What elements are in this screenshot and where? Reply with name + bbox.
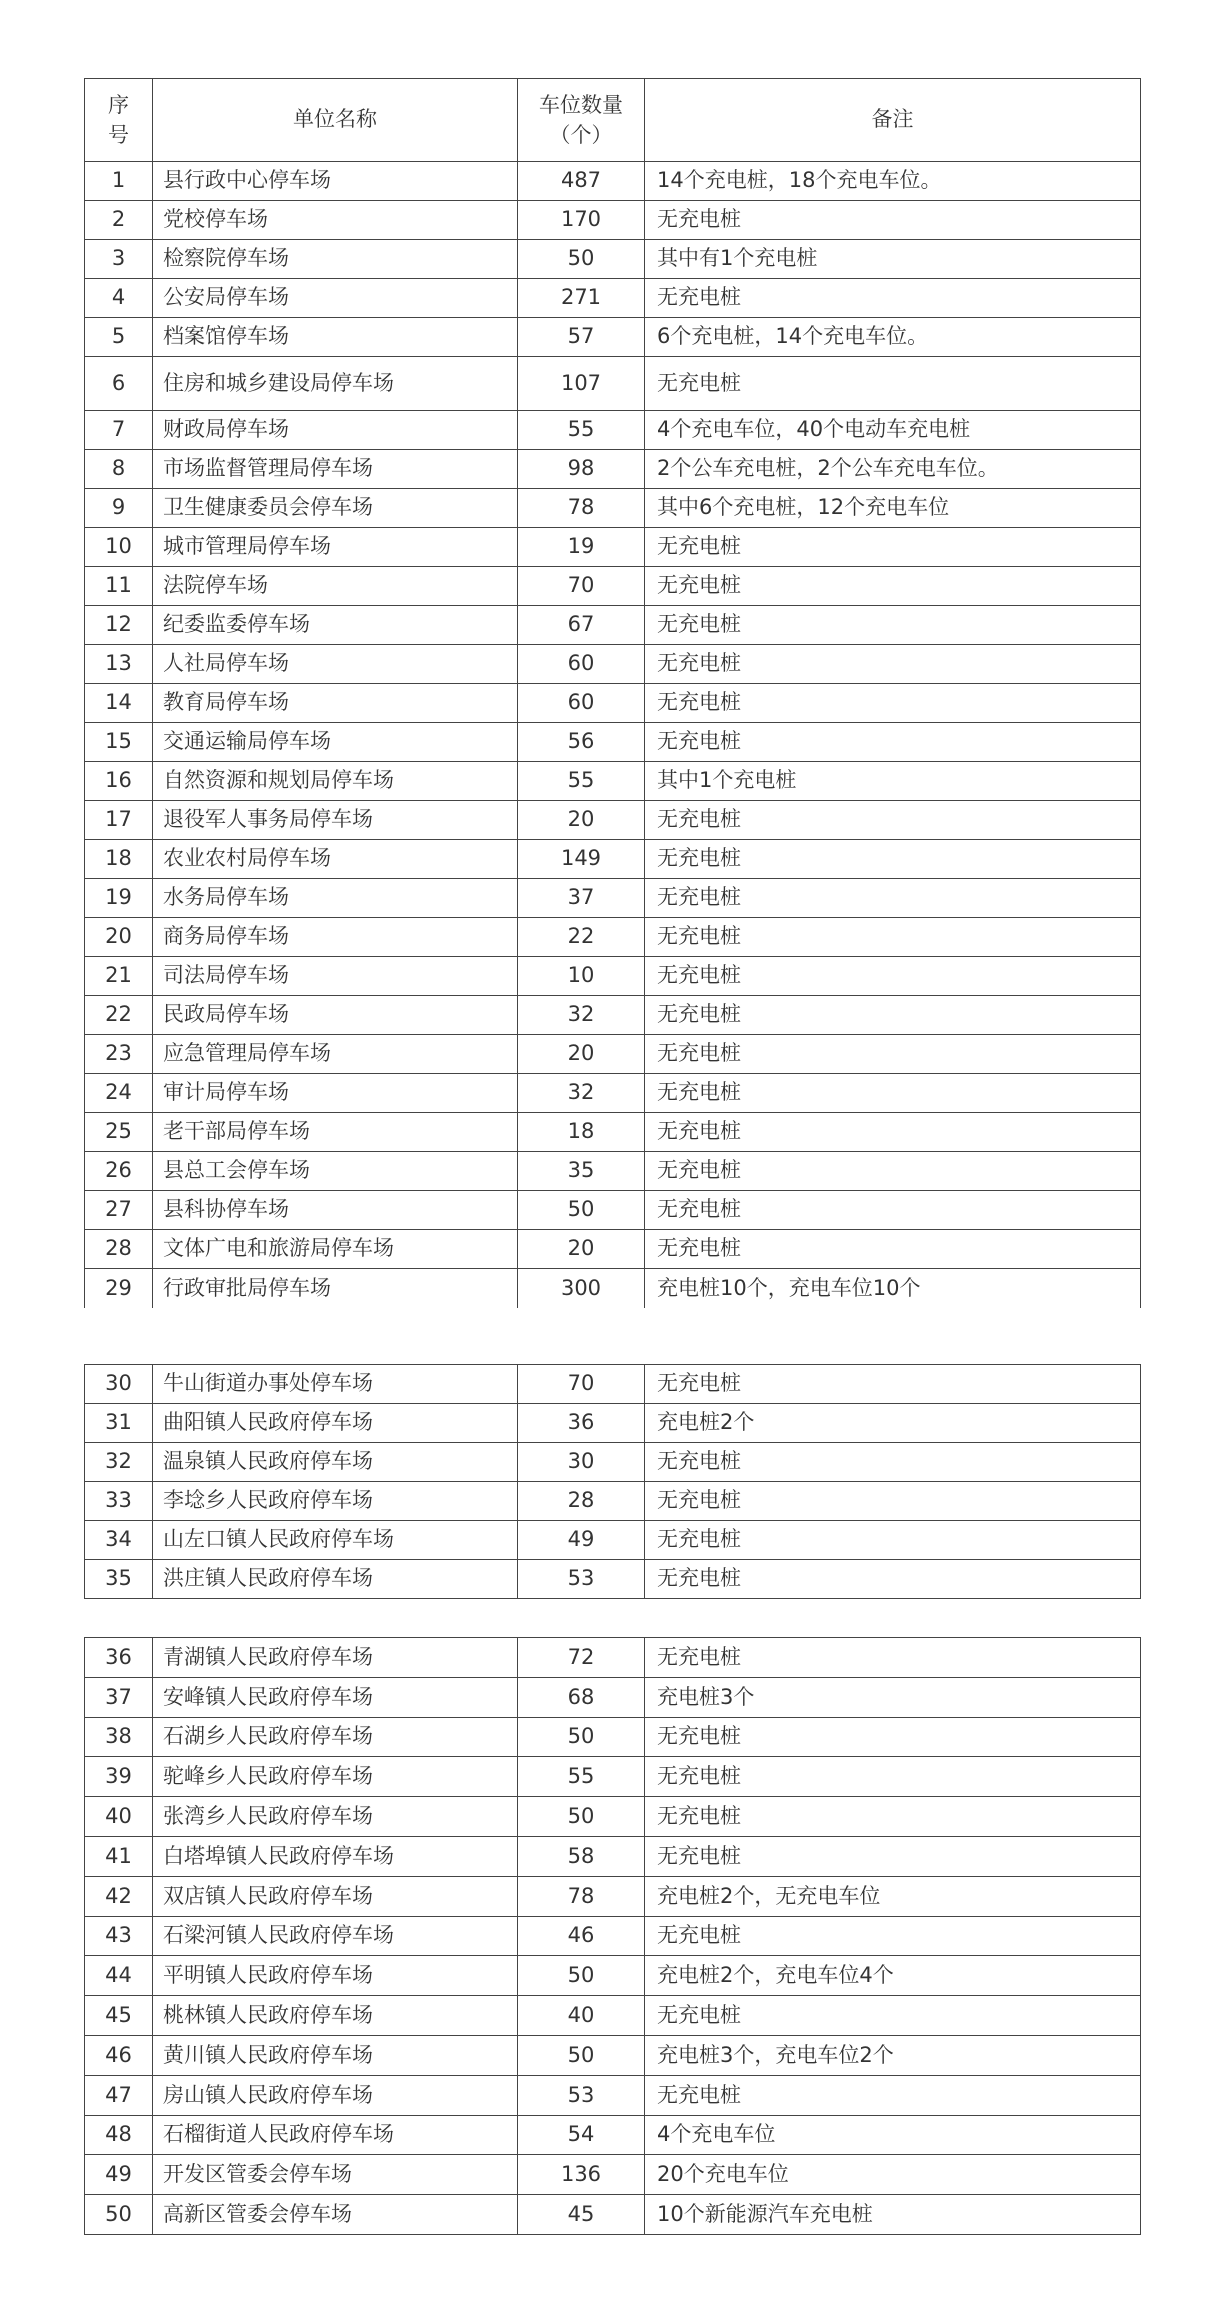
- row-remarks: 无充电桩: [645, 1836, 1141, 1876]
- row-remarks: 充电桩2个: [645, 1404, 1141, 1443]
- row-space-count: 53: [518, 1560, 645, 1599]
- row-index: 7: [85, 411, 153, 450]
- row-remarks: 无充电桩: [645, 1035, 1141, 1074]
- row-space-count: 72: [518, 1638, 645, 1678]
- row-unit-name: 石榴街道人民政府停车场: [153, 2115, 518, 2155]
- table-row: [85, 1996, 1141, 2036]
- row-index: 12: [85, 606, 153, 645]
- table-row: [85, 1521, 1141, 1560]
- table-row: [85, 1797, 1141, 1837]
- table-row: [85, 645, 1141, 684]
- row-index: 38: [85, 1717, 153, 1757]
- row-index: 11: [85, 567, 153, 606]
- row-index: 42: [85, 1876, 153, 1916]
- row-index: 27: [85, 1191, 153, 1230]
- table-row: [85, 1230, 1141, 1269]
- row-unit-name: 黄川镇人民政府停车场: [153, 2035, 518, 2075]
- row-space-count: 19: [518, 528, 645, 567]
- table-row: [85, 1113, 1141, 1152]
- row-space-count: 98: [518, 450, 645, 489]
- header-index: [85, 79, 153, 162]
- row-index: 2: [85, 201, 153, 240]
- row-unit-name: 白塔埠镇人民政府停车场: [153, 1836, 518, 1876]
- row-unit-name: 房山镇人民政府停车场: [153, 2075, 518, 2115]
- table-row: [85, 1876, 1141, 1916]
- table-row: [85, 279, 1141, 318]
- row-remarks: 无充电桩: [645, 1113, 1141, 1152]
- row-remarks: 充电桩10个，充电车位10个: [645, 1269, 1141, 1308]
- row-remarks: 20个充电车位: [645, 2155, 1141, 2195]
- row-space-count: 50: [518, 240, 645, 279]
- row-space-count: 50: [518, 1797, 645, 1837]
- row-space-count: 18: [518, 1113, 645, 1152]
- row-unit-name: 司法局停车场: [153, 957, 518, 996]
- row-index: 4: [85, 279, 153, 318]
- row-space-count: 53: [518, 2075, 645, 2115]
- row-remarks: 无充电桩: [645, 1717, 1141, 1757]
- table-row: [85, 1956, 1141, 1996]
- row-remarks: 充电桩2个，充电车位4个: [645, 1956, 1141, 1996]
- row-space-count: 40: [518, 1996, 645, 2036]
- row-unit-name: 纪委监委停车场: [153, 606, 518, 645]
- row-unit-name: 曲阳镇人民政府停车场: [153, 1404, 518, 1443]
- table-row: [85, 1916, 1141, 1956]
- row-remarks: 无充电桩: [645, 840, 1141, 879]
- table-row: [85, 1443, 1141, 1482]
- row-index: 29: [85, 1269, 153, 1308]
- row-remarks: 其中6个充电桩，12个充电车位: [645, 489, 1141, 528]
- row-unit-name: 双店镇人民政府停车场: [153, 1876, 518, 1916]
- row-index: 32: [85, 1443, 153, 1482]
- row-remarks: 无充电桩: [645, 801, 1141, 840]
- row-index: 39: [85, 1757, 153, 1797]
- table-row: [85, 240, 1141, 279]
- row-unit-name: 平明镇人民政府停车场: [153, 1956, 518, 1996]
- row-unit-name: 县行政中心停车场: [153, 162, 518, 201]
- row-unit-name: 洪庄镇人民政府停车场: [153, 1560, 518, 1599]
- row-index: 5: [85, 318, 153, 357]
- row-index: 26: [85, 1152, 153, 1191]
- table-row: [85, 357, 1141, 411]
- row-space-count: 271: [518, 279, 645, 318]
- row-unit-name: 李埝乡人民政府停车场: [153, 1482, 518, 1521]
- row-unit-name: 石湖乡人民政府停车场: [153, 1717, 518, 1757]
- table-row: [85, 1638, 1141, 1678]
- row-index: 47: [85, 2075, 153, 2115]
- row-space-count: 37: [518, 879, 645, 918]
- row-index: 10: [85, 528, 153, 567]
- row-space-count: 487: [518, 162, 645, 201]
- table-row: [85, 1035, 1141, 1074]
- row-remarks: 其中1个充电桩: [645, 762, 1141, 801]
- row-remarks: 无充电桩: [645, 1482, 1141, 1521]
- row-remarks: 无充电桩: [645, 1152, 1141, 1191]
- row-index: 14: [85, 684, 153, 723]
- row-remarks: 无充电桩: [645, 957, 1141, 996]
- row-space-count: 78: [518, 489, 645, 528]
- row-remarks: 无充电桩: [645, 1797, 1141, 1837]
- table-row: [85, 2155, 1141, 2195]
- row-unit-name: 民政局停车场: [153, 996, 518, 1035]
- row-index: 49: [85, 2155, 153, 2195]
- row-unit-name: 法院停车场: [153, 567, 518, 606]
- row-index: 19: [85, 879, 153, 918]
- row-space-count: 28: [518, 1482, 645, 1521]
- row-index: 44: [85, 1956, 153, 1996]
- row-unit-name: 公安局停车场: [153, 279, 518, 318]
- row-index: 30: [85, 1365, 153, 1404]
- row-remarks: 无充电桩: [645, 357, 1141, 411]
- row-remarks: 无充电桩: [645, 1757, 1141, 1797]
- header-space-count-line1: 车位数量: [539, 92, 623, 117]
- row-unit-name: 教育局停车场: [153, 684, 518, 723]
- row-index: 35: [85, 1560, 153, 1599]
- table-row: [85, 1677, 1141, 1717]
- row-unit-name: 牛山街道办事处停车场: [153, 1365, 518, 1404]
- row-remarks: 无充电桩: [645, 606, 1141, 645]
- table-row: [85, 2035, 1141, 2075]
- row-remarks: 4个充电车位: [645, 2115, 1141, 2155]
- table-row: [85, 1191, 1141, 1230]
- table-row: [85, 957, 1141, 996]
- row-space-count: 68: [518, 1677, 645, 1717]
- row-unit-name: 温泉镇人民政府停车场: [153, 1443, 518, 1482]
- row-unit-name: 应急管理局停车场: [153, 1035, 518, 1074]
- row-index: 48: [85, 2115, 153, 2155]
- row-index: 46: [85, 2035, 153, 2075]
- row-unit-name: 开发区管委会停车场: [153, 2155, 518, 2195]
- table-row: [85, 489, 1141, 528]
- row-space-count: 22: [518, 918, 645, 957]
- row-space-count: 50: [518, 2035, 645, 2075]
- row-index: 37: [85, 1677, 153, 1717]
- row-index: 9: [85, 489, 153, 528]
- table-row: [85, 2195, 1141, 2235]
- table-row: [85, 879, 1141, 918]
- row-unit-name: 青湖镇人民政府停车场: [153, 1638, 518, 1678]
- row-index: 28: [85, 1230, 153, 1269]
- table-row: [85, 1404, 1141, 1443]
- row-space-count: 36: [518, 1404, 645, 1443]
- row-index: 31: [85, 1404, 153, 1443]
- row-index: 22: [85, 996, 153, 1035]
- row-unit-name: 财政局停车场: [153, 411, 518, 450]
- row-space-count: 20: [518, 1035, 645, 1074]
- table-row: [85, 918, 1141, 957]
- table-row: [85, 450, 1141, 489]
- row-remarks: 无充电桩: [645, 1191, 1141, 1230]
- table-row: [85, 840, 1141, 879]
- row-space-count: 50: [518, 1191, 645, 1230]
- table-row: [85, 567, 1141, 606]
- table-row: [85, 1560, 1141, 1599]
- row-remarks: 无充电桩: [645, 1916, 1141, 1956]
- row-unit-name: 高新区管委会停车场: [153, 2195, 518, 2235]
- row-remarks: 4个充电车位，40个电动车充电桩: [645, 411, 1141, 450]
- row-index: 17: [85, 801, 153, 840]
- row-index: 21: [85, 957, 153, 996]
- table-row: [85, 1757, 1141, 1797]
- row-space-count: 300: [518, 1269, 645, 1308]
- row-unit-name: 安峰镇人民政府停车场: [153, 1677, 518, 1717]
- table-row: [85, 528, 1141, 567]
- row-index: 1: [85, 162, 153, 201]
- row-unit-name: 驼峰乡人民政府停车场: [153, 1757, 518, 1797]
- row-index: 34: [85, 1521, 153, 1560]
- row-unit-name: 桃林镇人民政府停车场: [153, 1996, 518, 2036]
- row-remarks: 无充电桩: [645, 879, 1141, 918]
- table-row: [85, 801, 1141, 840]
- row-index: 33: [85, 1482, 153, 1521]
- row-unit-name: 县总工会停车场: [153, 1152, 518, 1191]
- row-index: 6: [85, 357, 153, 411]
- row-remarks: 其中有1个充电桩: [645, 240, 1141, 279]
- row-space-count: 55: [518, 411, 645, 450]
- row-space-count: 30: [518, 1443, 645, 1482]
- row-unit-name: 农业农村局停车场: [153, 840, 518, 879]
- table-row: [85, 318, 1141, 357]
- row-index: 25: [85, 1113, 153, 1152]
- table-row: [85, 1482, 1141, 1521]
- row-remarks: 无充电桩: [645, 567, 1141, 606]
- row-space-count: 32: [518, 1074, 645, 1113]
- row-index: 24: [85, 1074, 153, 1113]
- row-space-count: 55: [518, 1757, 645, 1797]
- row-remarks: 无充电桩: [645, 1560, 1141, 1599]
- row-space-count: 56: [518, 723, 645, 762]
- parking-table-section-3: [84, 1637, 1141, 2235]
- row-remarks: 无充电桩: [645, 684, 1141, 723]
- row-remarks: 2个公车充电桩，2个公车充电车位。: [645, 450, 1141, 489]
- table-row: [85, 411, 1141, 450]
- row-remarks: 无充电桩: [645, 1365, 1141, 1404]
- row-unit-name: 检察院停车场: [153, 240, 518, 279]
- row-remarks: 充电桩2个，无充电车位: [645, 1876, 1141, 1916]
- row-unit-name: 山左口镇人民政府停车场: [153, 1521, 518, 1560]
- row-space-count: 70: [518, 1365, 645, 1404]
- row-space-count: 136: [518, 2155, 645, 2195]
- row-remarks: 无充电桩: [645, 1638, 1141, 1678]
- row-space-count: 46: [518, 1916, 645, 1956]
- header-remarks: 备注: [645, 79, 1141, 162]
- row-index: 41: [85, 1836, 153, 1876]
- row-remarks: 无充电桩: [645, 2075, 1141, 2115]
- row-unit-name: 市场监督管理局停车场: [153, 450, 518, 489]
- row-remarks: 无充电桩: [645, 201, 1141, 240]
- row-remarks: 无充电桩: [645, 996, 1141, 1035]
- row-unit-name: 自然资源和规划局停车场: [153, 762, 518, 801]
- row-space-count: 45: [518, 2195, 645, 2235]
- row-space-count: 50: [518, 1956, 645, 1996]
- row-remarks: 无充电桩: [645, 723, 1141, 762]
- row-space-count: 32: [518, 996, 645, 1035]
- row-remarks: 10个新能源汽车充电桩: [645, 2195, 1141, 2235]
- row-index: 43: [85, 1916, 153, 1956]
- row-remarks: 无充电桩: [645, 1230, 1141, 1269]
- row-index: 50: [85, 2195, 153, 2235]
- table-row: [85, 2075, 1141, 2115]
- row-remarks: 无充电桩: [645, 918, 1141, 957]
- table-row: [85, 201, 1141, 240]
- row-space-count: 57: [518, 318, 645, 357]
- row-index: 20: [85, 918, 153, 957]
- table-header-row: [85, 79, 1141, 162]
- row-unit-name: 党校停车场: [153, 201, 518, 240]
- row-index: 36: [85, 1638, 153, 1678]
- table-row: [85, 1717, 1141, 1757]
- row-remarks: 无充电桩: [645, 279, 1141, 318]
- row-remarks: 无充电桩: [645, 1996, 1141, 2036]
- row-space-count: 35: [518, 1152, 645, 1191]
- row-remarks: 无充电桩: [645, 645, 1141, 684]
- table-row: [85, 2115, 1141, 2155]
- row-unit-name: 行政审批局停车场: [153, 1269, 518, 1308]
- row-index: 23: [85, 1035, 153, 1074]
- row-space-count: 50: [518, 1717, 645, 1757]
- row-unit-name: 城市管理局停车场: [153, 528, 518, 567]
- row-index: 3: [85, 240, 153, 279]
- row-index: 45: [85, 1996, 153, 2036]
- header-unit-name: 单位名称: [153, 79, 518, 162]
- row-unit-name: 老干部局停车场: [153, 1113, 518, 1152]
- table-row: [85, 762, 1141, 801]
- row-space-count: 20: [518, 1230, 645, 1269]
- row-space-count: 70: [518, 567, 645, 606]
- row-unit-name: 石梁河镇人民政府停车场: [153, 1916, 518, 1956]
- row-space-count: 149: [518, 840, 645, 879]
- row-remarks: 14个充电桩，18个充电车位。: [645, 162, 1141, 201]
- row-space-count: 107: [518, 357, 645, 411]
- table-row: [85, 723, 1141, 762]
- parking-table-section-2: [84, 1364, 1141, 1599]
- row-unit-name: 交通运输局停车场: [153, 723, 518, 762]
- table-row: [85, 1074, 1141, 1113]
- row-index: 40: [85, 1797, 153, 1837]
- row-index: 8: [85, 450, 153, 489]
- table-row: [85, 1836, 1141, 1876]
- row-space-count: 20: [518, 801, 645, 840]
- row-index: 18: [85, 840, 153, 879]
- row-space-count: 54: [518, 2115, 645, 2155]
- row-unit-name: 住房和城乡建设局停车场: [153, 357, 518, 411]
- row-space-count: 78: [518, 1876, 645, 1916]
- row-space-count: 60: [518, 645, 645, 684]
- row-unit-name: 张湾乡人民政府停车场: [153, 1797, 518, 1837]
- row-remarks: 无充电桩: [645, 1443, 1141, 1482]
- row-unit-name: 审计局停车场: [153, 1074, 518, 1113]
- table-row: [85, 162, 1141, 201]
- row-remarks: 充电桩3个: [645, 1677, 1141, 1717]
- table-row: [85, 684, 1141, 723]
- parking-table-section-1: [84, 78, 1141, 1308]
- row-unit-name: 退役军人事务局停车场: [153, 801, 518, 840]
- table-row: [85, 1152, 1141, 1191]
- row-space-count: 58: [518, 1836, 645, 1876]
- row-space-count: 67: [518, 606, 645, 645]
- row-unit-name: 水务局停车场: [153, 879, 518, 918]
- row-unit-name: 人社局停车场: [153, 645, 518, 684]
- table-row: [85, 1269, 1141, 1308]
- row-space-count: 170: [518, 201, 645, 240]
- header-index-text: 序号: [108, 92, 129, 147]
- header-space-count: [518, 79, 645, 162]
- row-unit-name: 县科协停车场: [153, 1191, 518, 1230]
- row-remarks: 无充电桩: [645, 1521, 1141, 1560]
- row-index: 13: [85, 645, 153, 684]
- row-space-count: 10: [518, 957, 645, 996]
- row-remarks: 无充电桩: [645, 528, 1141, 567]
- row-unit-name: 档案馆停车场: [153, 318, 518, 357]
- row-unit-name: 卫生健康委员会停车场: [153, 489, 518, 528]
- row-remarks: 6个充电桩，14个充电车位。: [645, 318, 1141, 357]
- row-unit-name: 商务局停车场: [153, 918, 518, 957]
- header-space-count-line2: （个）: [549, 123, 613, 147]
- table-row: [85, 606, 1141, 645]
- row-space-count: 60: [518, 684, 645, 723]
- row-space-count: 49: [518, 1521, 645, 1560]
- row-unit-name: 文体广电和旅游局停车场: [153, 1230, 518, 1269]
- table-row: [85, 996, 1141, 1035]
- row-index: 15: [85, 723, 153, 762]
- row-index: 16: [85, 762, 153, 801]
- row-remarks: 充电桩3个，充电车位2个: [645, 2035, 1141, 2075]
- row-space-count: 55: [518, 762, 645, 801]
- row-remarks: 无充电桩: [645, 1074, 1141, 1113]
- table-row: [85, 1365, 1141, 1404]
